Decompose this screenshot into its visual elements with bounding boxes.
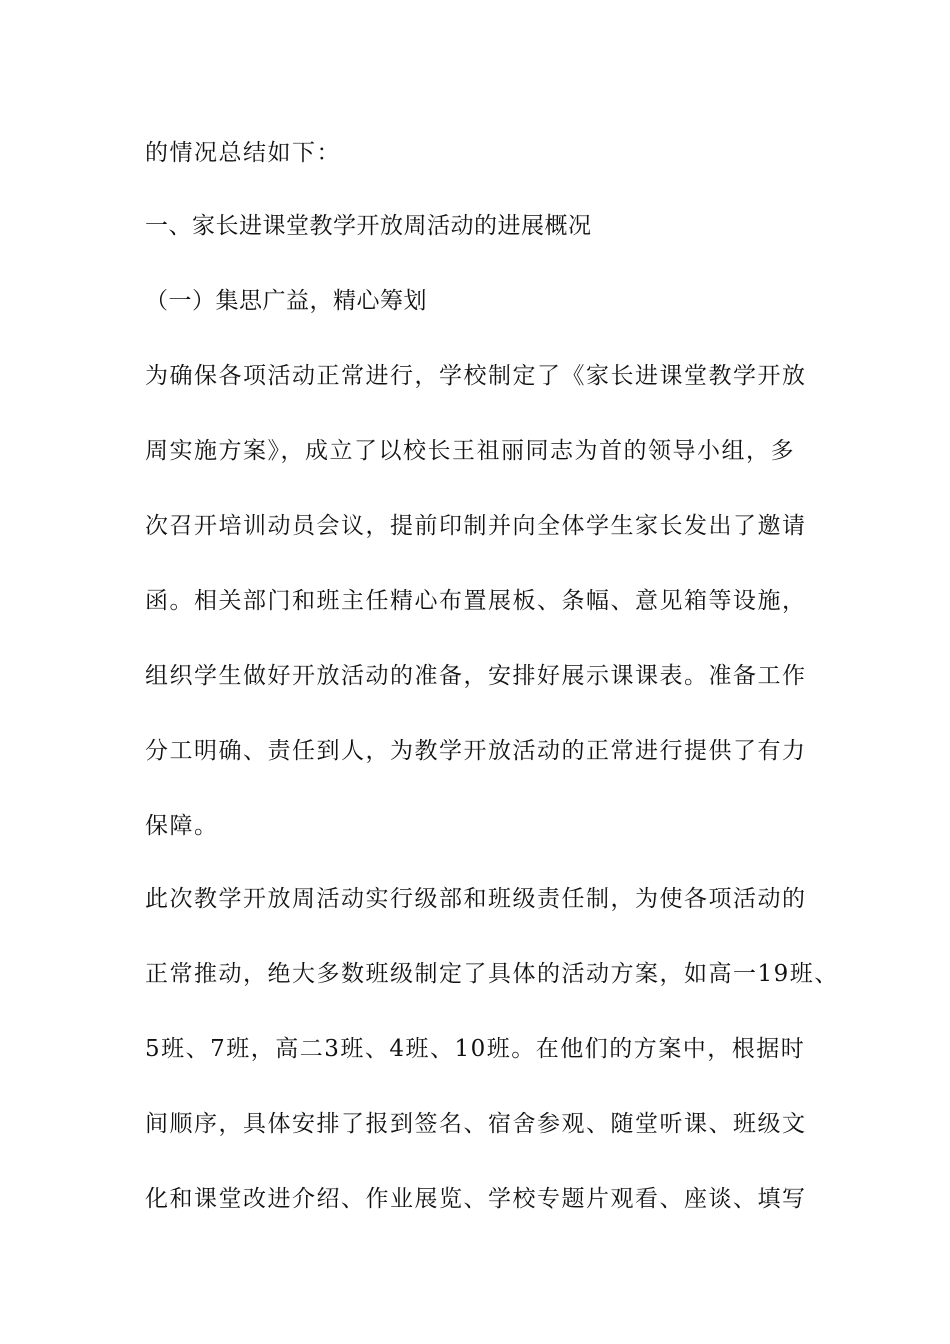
paragraph-line: 化和课堂改进介绍、作业展览、学校专题片观看、座谈、填写 [145, 1186, 807, 1212]
paragraph-line: 函。相关部门和班主任精心布置展板、条幅、意见箱等设施， [145, 588, 807, 614]
paragraph-line: 保障。 [145, 813, 219, 839]
paragraph-line: 5班、7班，高二3班、4班、10班。在他们的方案中，根据时 [145, 1036, 806, 1062]
paragraph-line: 为确保各项活动正常进行，学校制定了《家长进课堂教学开放 [145, 363, 807, 389]
paragraph-line: 组织学生做好开放活动的准备，安排好展示课课表。准备工作 [145, 663, 807, 689]
subsection-heading: （一）集思广益，精心筹划 [145, 288, 427, 314]
paragraph-line: 此次教学开放周活动实行级部和班级责任制，为使各项活动的 [145, 886, 807, 912]
paragraph-line: 间顺序，具体安排了报到签名、宿舍参观、随堂听课、班级文 [145, 1111, 807, 1137]
paragraph-line: 分工明确、责任到人，为教学开放活动的正常进行提供了有力 [145, 738, 807, 764]
section-heading: 一、家长进课堂教学开放周活动的进展概况 [145, 213, 592, 239]
paragraph-line: 周实施方案》，成立了以校长王祖丽同志为首的领导小组，多 [145, 438, 795, 464]
paragraph-line: 次召开培训动员会议，提前印制并向全体学生家长发出了邀请 [145, 513, 807, 539]
paragraph-line: 的情况总结如下： [145, 140, 341, 166]
paragraph-line: 正常推动，绝大多数班级制定了具体的活动方案，如高一19班、 [145, 961, 839, 987]
